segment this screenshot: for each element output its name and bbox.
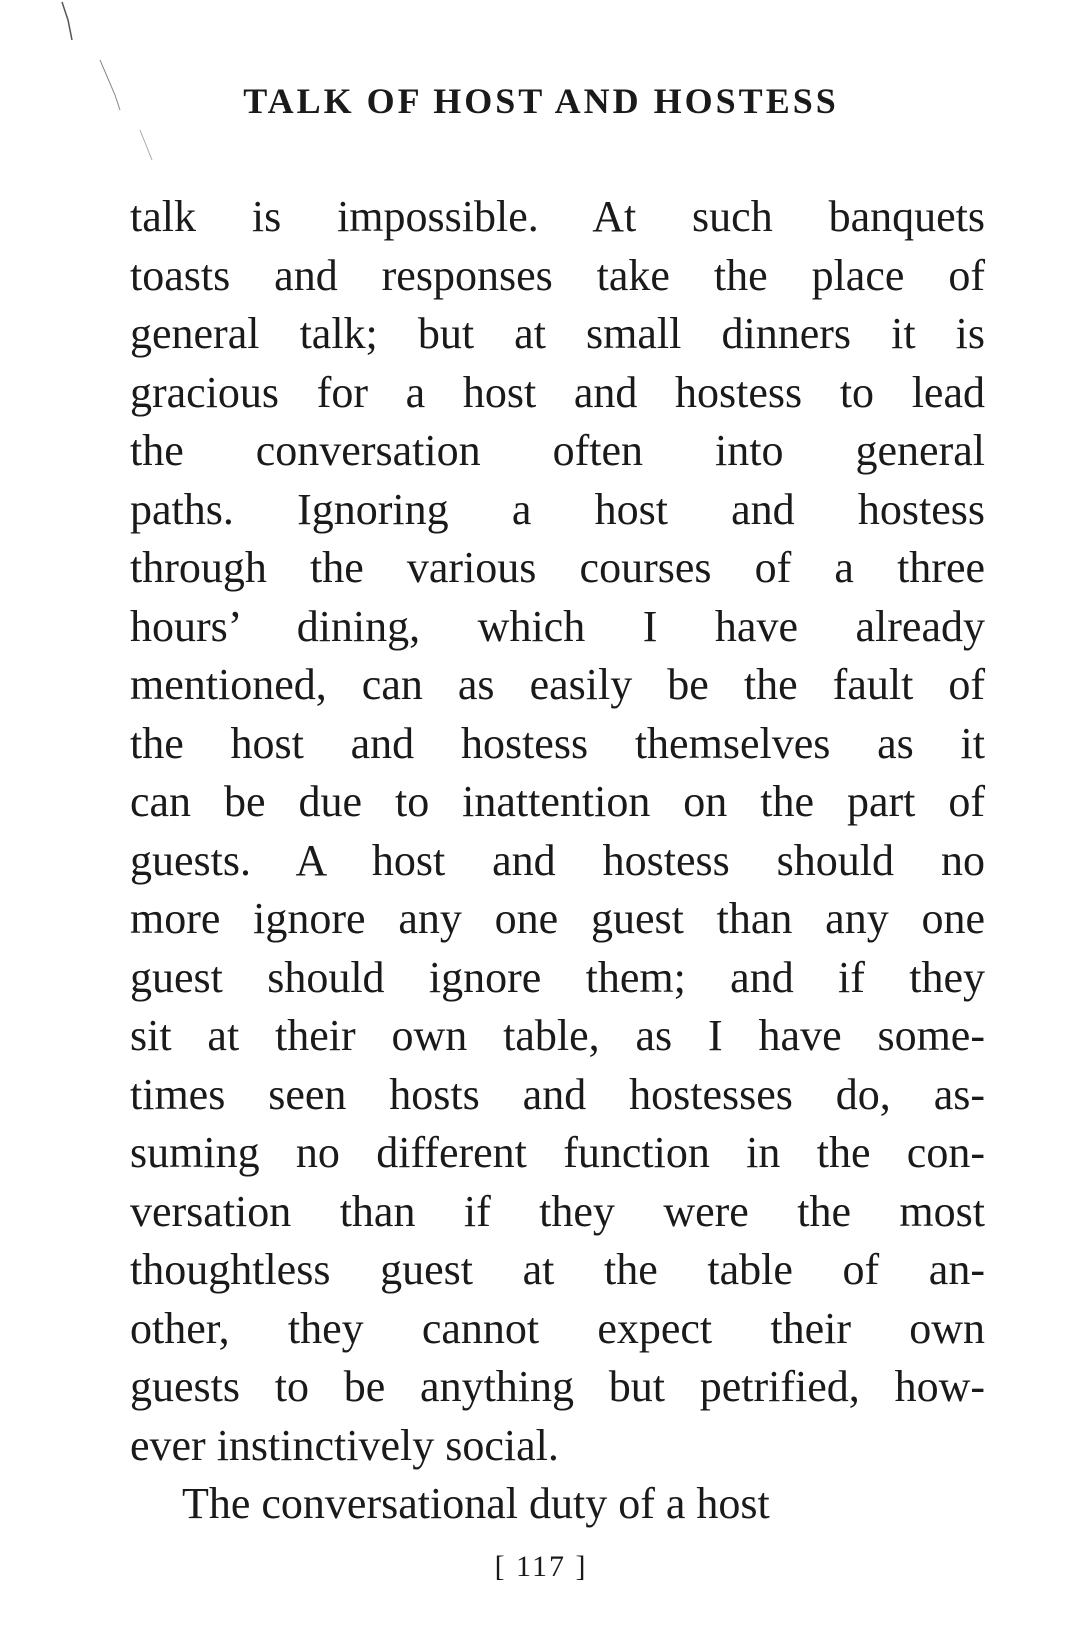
text-line: times seen hosts and hostesses do, as- (130, 1069, 985, 1119)
text-line: guest should ignore them; and if they (130, 952, 985, 1002)
text-line: ever instinctively social. (130, 1420, 559, 1470)
text-line: The conversational duty of a host (182, 1479, 770, 1528)
text-line: toasts and responses take the place of (130, 250, 985, 300)
text-line: general talk; but at small dinners it is (130, 309, 985, 358)
text-line: through the various courses of a three (130, 543, 985, 592)
text-line: gracious for a host and hostess to lead (130, 367, 985, 417)
text-line: the host and hostess themselves as it (130, 718, 985, 768)
page-number: [ 117 ] (494, 1550, 588, 1583)
text-line: guests. A host and hostess should no (130, 835, 985, 885)
text-line: the conversation often into general (130, 426, 985, 475)
text-line: talk is impossible. At such banquets (130, 192, 985, 241)
text-line: sit at their own table, as I have some- (130, 1011, 985, 1060)
text-line: suming no different function in the con- (130, 1128, 985, 1177)
text-line: more ignore any one guest than any one (130, 894, 985, 943)
text-line: guests to be anything but petrified, how- (130, 1362, 985, 1411)
body-text (130, 188, 985, 1534)
text-line: hours’ dining, which I have already (130, 601, 985, 651)
text-line: versation than if they were the most (130, 1186, 985, 1236)
text-line: mentioned, can as easily be the fault of (130, 660, 985, 709)
text-line: can be due to inattention on the part of (130, 777, 985, 826)
text-line: thoughtless guest at the table of an- (130, 1245, 985, 1294)
text-line: paths. Ignoring a host and hostess (130, 484, 985, 534)
running-head: TALK OF HOST AND HOSTESS (243, 81, 839, 121)
text-line: other, they cannot expect their own (130, 1303, 985, 1353)
